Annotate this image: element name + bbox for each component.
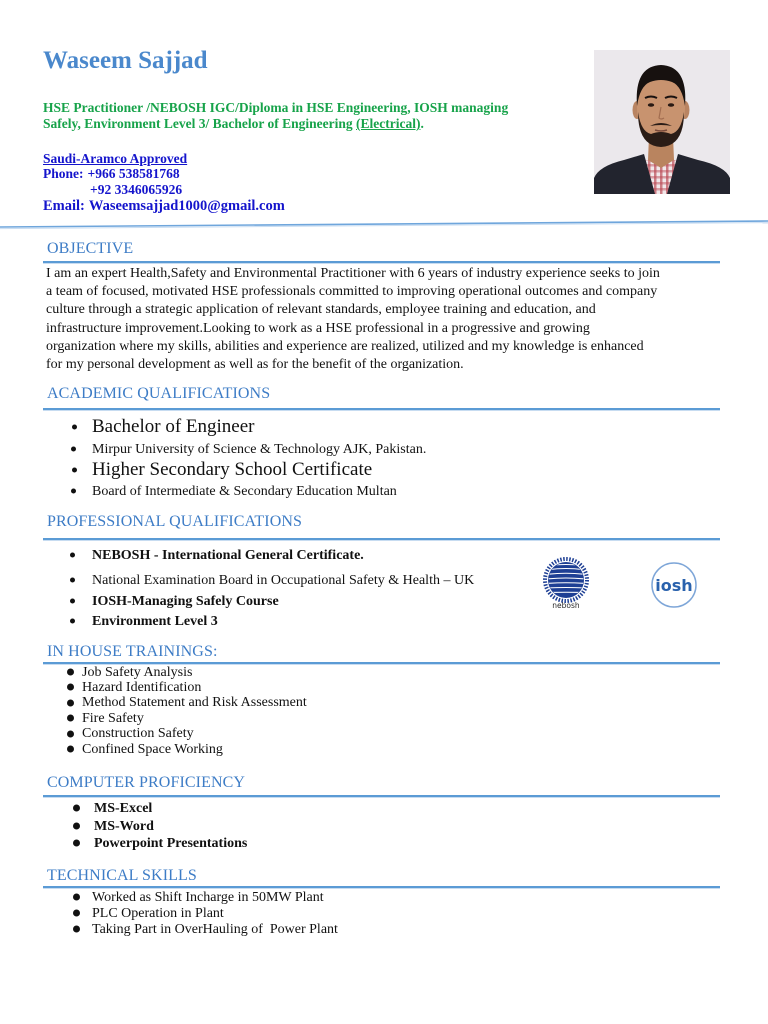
qualification: IOSH-Managing Safely Course — [92, 593, 279, 609]
list-item — [92, 613, 218, 630]
email-row — [43, 198, 285, 215]
section-heading-academic: ACADEMIC QUALIFICATIONS — [47, 384, 271, 402]
bullet-icon — [70, 599, 75, 604]
technical-skill: PLC Operation in Plant — [92, 905, 224, 921]
bullet-icon — [67, 684, 74, 691]
section-divider — [43, 795, 720, 797]
software-skill: MS-Excel — [94, 800, 153, 816]
list-item — [94, 835, 247, 852]
bullet-icon — [71, 447, 76, 452]
qualification: Environment Level 3 — [92, 613, 218, 629]
section-heading-computer: COMPUTER PROFICIENCY — [47, 773, 246, 791]
technical-skill: Worked as Shift Incharge in 50MW Plant — [92, 889, 324, 905]
objective-line: organization where my skills, abilities and experience are realized, utilized and my knowledge is enhanced — [46, 338, 644, 354]
objective-line: infrastructure improvement.Looking to work as a HSE professional in a progressive and growing — [46, 320, 590, 336]
objective-line: culture through a strategic application of relevant standards, employee training and education, and — [46, 302, 596, 318]
email-label: Email: — [43, 197, 85, 214]
list-item — [82, 711, 144, 726]
list-item — [92, 483, 397, 500]
objective-line: I am an expert Health,Safety and Environmental Practitioner with 6 years of industry experience seeks to join — [46, 266, 660, 281]
bullet-icon — [67, 699, 74, 706]
section-heading-technical: TECHNICAL SKILLS — [47, 866, 197, 884]
list-item — [92, 441, 426, 458]
bullet-icon — [73, 926, 80, 933]
list-item — [82, 726, 194, 741]
email-address: Waseemsajjad1000@gmail.com — [88, 197, 285, 214]
bullet-icon — [73, 823, 80, 830]
list-item — [92, 921, 338, 938]
phone-label: Phone: — [43, 166, 84, 181]
bullet-icon — [67, 746, 74, 753]
training-item: Method Statement and Risk Assessment — [82, 695, 307, 710]
headline-line-2 — [43, 116, 424, 132]
list-item — [82, 680, 201, 695]
bullet-icon — [67, 730, 74, 737]
institution-name: Board of Intermediate & Secondary Education Multan — [92, 483, 397, 499]
section-heading-objective: OBJECTIVE — [47, 239, 134, 257]
list-item — [94, 800, 152, 817]
list-item — [92, 572, 474, 589]
headline-line-2-text: Safely, Environment Level 3/ Bachelor of Engineering — [43, 116, 356, 131]
institution-name: Mirpur University of Science & Technology AJK, Pakistan. — [92, 441, 427, 457]
nebosh-logo — [538, 556, 594, 614]
software-skill: Powerpoint Presentations — [94, 835, 248, 851]
training-item: Construction Safety — [82, 726, 194, 741]
list-item — [94, 818, 154, 835]
candidate-name: Waseem Sajjad — [43, 47, 208, 74]
iosh-logo-text: iosh — [655, 576, 693, 595]
software-skill: MS-Word — [94, 818, 154, 834]
bullet-icon — [67, 715, 74, 722]
section-divider — [43, 408, 720, 410]
nebosh-logo-text: nebosh — [552, 601, 580, 610]
objective-line: for my personal development as well as for the benefit of the organization. — [46, 356, 464, 372]
headline-electrical: (Electrical) — [356, 116, 421, 131]
headline-line-1: HSE Practitioner /NEBOSH IGC/Diploma in HSE Engineering, IOSH managing — [43, 100, 509, 115]
bullet-icon — [73, 894, 80, 901]
phone-secondary: +92 3346065926 — [90, 182, 183, 197]
list-item — [92, 416, 254, 438]
list-item — [82, 695, 307, 710]
section-divider — [43, 662, 720, 664]
degree-title: Bachelor of Engineer — [92, 416, 255, 437]
bullet-icon — [67, 669, 74, 676]
bullet-icon — [70, 578, 75, 583]
headline-period: . — [420, 116, 424, 131]
bullet-icon — [70, 619, 75, 624]
bullet-icon — [73, 910, 80, 917]
list-item — [92, 593, 279, 610]
bullet-icon — [73, 840, 80, 847]
header-divider — [0, 215, 768, 231]
bullet-icon — [72, 468, 77, 473]
training-item: Confined Space Working — [82, 741, 223, 757]
iosh-logo — [647, 560, 701, 612]
list-item — [82, 665, 192, 680]
section-heading-professional: PROFESSIONAL QUALIFICATIONS — [47, 512, 303, 530]
profile-photo — [594, 50, 730, 194]
phone-row — [43, 166, 180, 182]
list-item — [92, 889, 324, 906]
bullet-icon — [71, 489, 76, 494]
technical-skill: Taking Part in OverHauling of Power Plant — [92, 921, 338, 937]
training-item: Hazard Identification — [82, 679, 202, 695]
qualification: NEBOSH - International General Certificate. — [92, 547, 364, 563]
section-divider — [43, 886, 720, 888]
list-item — [92, 547, 364, 564]
training-item: Job Safety Analysis — [82, 664, 193, 680]
section-divider — [43, 261, 720, 263]
section-divider — [43, 538, 720, 540]
bullet-icon — [72, 425, 77, 430]
phone-primary: +966 538581768 — [87, 166, 180, 181]
qualification: National Examination Board in Occupational Safety & Health – UK — [92, 572, 475, 588]
bullet-icon — [70, 553, 75, 558]
training-item: Fire Safety — [82, 710, 144, 726]
objective-line: a team of focused, motivated HSE professionals committed to improving operational outcomes and company — [46, 284, 658, 300]
objective-paragraph — [46, 265, 660, 374]
bullet-icon — [73, 805, 80, 812]
list-item — [82, 742, 223, 757]
section-heading-trainings: IN HOUSE TRAININGS: — [47, 642, 218, 660]
degree-title: Higher Secondary School Certificate — [92, 459, 373, 480]
list-item — [92, 459, 372, 481]
aramco-approval: Saudi-Aramco Approved — [43, 151, 188, 166]
list-item — [92, 905, 224, 922]
